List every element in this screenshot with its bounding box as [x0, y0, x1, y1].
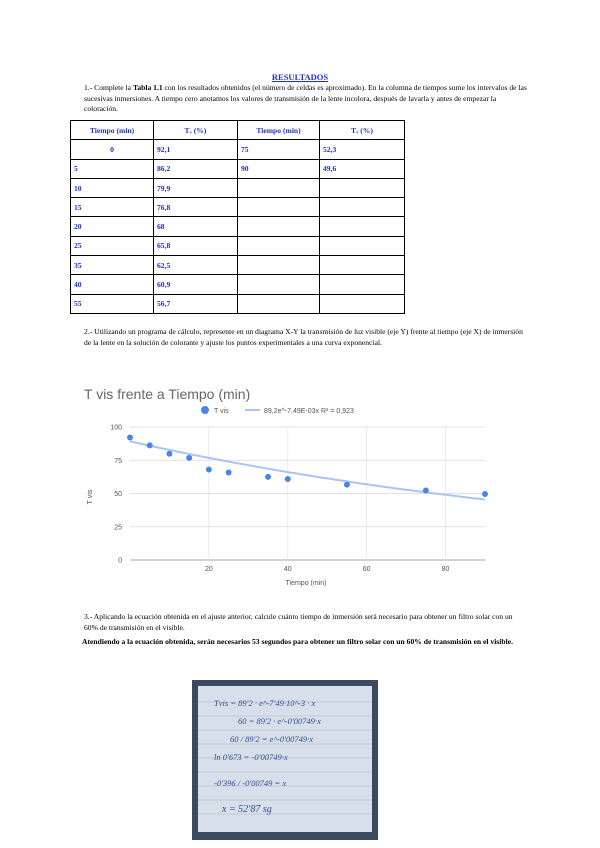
question-2	[84, 327, 528, 348]
table-cell: 40	[71, 275, 154, 294]
table-cell	[320, 236, 405, 255]
results-table	[70, 120, 405, 314]
x-tick-label: 40	[283, 566, 292, 573]
table-cell	[238, 275, 320, 294]
legend-label-trend: 89,2e^-7,49E-03x R² = 0,923	[264, 408, 354, 415]
table-cell	[238, 178, 320, 197]
header-tvis-2: Tᵥ (%)	[320, 121, 405, 140]
table-header-row	[71, 121, 405, 140]
table-cell	[238, 256, 320, 275]
table-cell: 75	[238, 140, 320, 159]
legend-label-tvis: T vis	[214, 408, 229, 415]
trendline	[130, 441, 485, 499]
table-cell: 55	[71, 294, 154, 313]
table-cell	[320, 275, 405, 294]
question-1-text-a: Complete la	[94, 83, 133, 92]
table-cell: 90	[238, 159, 320, 178]
table-cell: 0	[71, 140, 154, 159]
table-cell: 5	[71, 159, 154, 178]
data-point	[344, 482, 350, 488]
question-3	[84, 612, 528, 633]
x-axis-label: Tiempo (min)	[285, 580, 327, 587]
data-point	[226, 469, 232, 475]
table-row	[71, 294, 405, 313]
handwritten-result: x = 52'87 sg	[222, 804, 272, 815]
table-cell: 62,5	[154, 256, 238, 275]
table-cell: 25	[71, 236, 154, 255]
table-row	[71, 198, 405, 217]
table-cell	[238, 217, 320, 236]
data-points	[127, 435, 488, 498]
data-point	[147, 442, 153, 448]
table-cell: 49,6	[320, 159, 405, 178]
question-3-text: Aplicando la ecuación obtenida en el ajuste anterior, calcule cuánto tiempo de inmersión será necesario para obtener un filtro solar con un 60% de transmisión en el visible.	[84, 612, 513, 632]
y-tick-label: 50	[114, 491, 122, 498]
table-row	[71, 256, 405, 275]
table-cell: 86,2	[154, 159, 238, 178]
header-time-2: Tiempo (min)	[238, 121, 320, 140]
x-tick-label: 80	[441, 566, 450, 573]
table-cell: 52,3	[320, 140, 405, 159]
chart-title: T vis frente a Tiempo (min)	[84, 386, 251, 402]
data-point	[423, 487, 429, 493]
question-2-text: Utilizando un programa de cálculo, represente en un diagrama X-Y la transmisión de luz visible (eje Y) frente al tiempo (eje X) de inmersión de la lente en la solución de colorante y ajuste los puntos experimentales a una curva exponencial.	[84, 327, 523, 347]
header-tvis-1: Tᵥ (%)	[154, 121, 238, 140]
question-1	[84, 83, 528, 115]
y-axis-label: T vis	[87, 489, 94, 505]
y-tick-label: 25	[114, 524, 122, 532]
table-cell: 79,9	[154, 178, 238, 197]
table-row	[71, 217, 405, 236]
handwritten-line: ln 0'673 = -0'00749·x	[214, 752, 288, 762]
table-cell	[238, 198, 320, 217]
table-cell: 56,7	[154, 294, 238, 313]
data-point	[206, 467, 212, 473]
y-tick-label: 100	[110, 424, 122, 432]
answer-text: Atendiendo a la ecuación obtenida, serán necesarios 53 segundos para obtener un filtro solar con un 60% de transmisión en el visible.	[82, 637, 513, 646]
table-cell: 10	[71, 178, 154, 197]
table-reference: Tabla 1.1	[132, 83, 163, 92]
table-row	[71, 275, 405, 294]
table-cell	[320, 178, 405, 197]
header-time-1: Tiempo (min)	[71, 121, 154, 140]
data-point	[127, 435, 133, 441]
data-point	[166, 451, 172, 457]
data-point	[265, 474, 271, 480]
x-axis	[205, 566, 450, 573]
table-cell	[320, 217, 405, 236]
table-row	[71, 236, 405, 255]
x-tick-label: 20	[204, 566, 213, 573]
table-cell	[238, 294, 320, 313]
handwritten-line: Tvis = 89'2 · e^-7'49·10^-3 · x	[214, 698, 316, 708]
table-cell: 76,8	[154, 198, 238, 217]
data-point	[482, 491, 488, 497]
table-cell	[320, 198, 405, 217]
table-cell: 35	[71, 256, 154, 275]
y-tick-label: 75	[114, 457, 122, 465]
table-cell: 68	[154, 217, 238, 236]
question-1-number: 1.-	[84, 83, 93, 92]
handwritten-notes-photo	[192, 680, 378, 840]
table-cell	[320, 294, 405, 313]
table-cell: 92,1	[154, 140, 238, 159]
table-cell	[238, 236, 320, 255]
legend-marker-tvis	[201, 406, 209, 414]
table-cell: 15	[71, 198, 154, 217]
handwritten-line: -0'396 / -0'00749 = x	[214, 778, 287, 788]
table-cell	[320, 256, 405, 275]
question-3-number: 3.-	[84, 612, 93, 621]
table-cell: 20	[71, 217, 154, 236]
table-row	[71, 178, 405, 197]
table-cell: 60,9	[154, 275, 238, 294]
x-tick-label: 60	[362, 566, 371, 573]
table-cell: 65,8	[154, 236, 238, 255]
table-row	[71, 159, 405, 178]
chart-legend	[201, 406, 354, 415]
handwritten-line: 60 / 89'2 = e^-0'00749·x	[230, 734, 314, 744]
data-point	[285, 476, 291, 482]
data-point	[186, 455, 192, 461]
question-2-number: 2.-	[84, 327, 93, 336]
handwritten-line: 60 = 89'2 · e^-0'00749·x	[238, 716, 321, 726]
table-row	[71, 140, 405, 159]
y-axis	[110, 425, 122, 565]
y-tick-label: 0	[118, 557, 122, 565]
section-heading: RESULTADOS	[271, 72, 329, 82]
scatter-chart	[80, 402, 500, 592]
question-1-text-b: con los resultados obtenidos (el número de celdas es aproximado). En la columna de tiempos sume los intervalos de las sucesivas inmersiones. A tiempo cero anotamos los valores de transmisión de la lente incolora, después de lavarla y antes de empezar la coloración.	[84, 83, 527, 114]
